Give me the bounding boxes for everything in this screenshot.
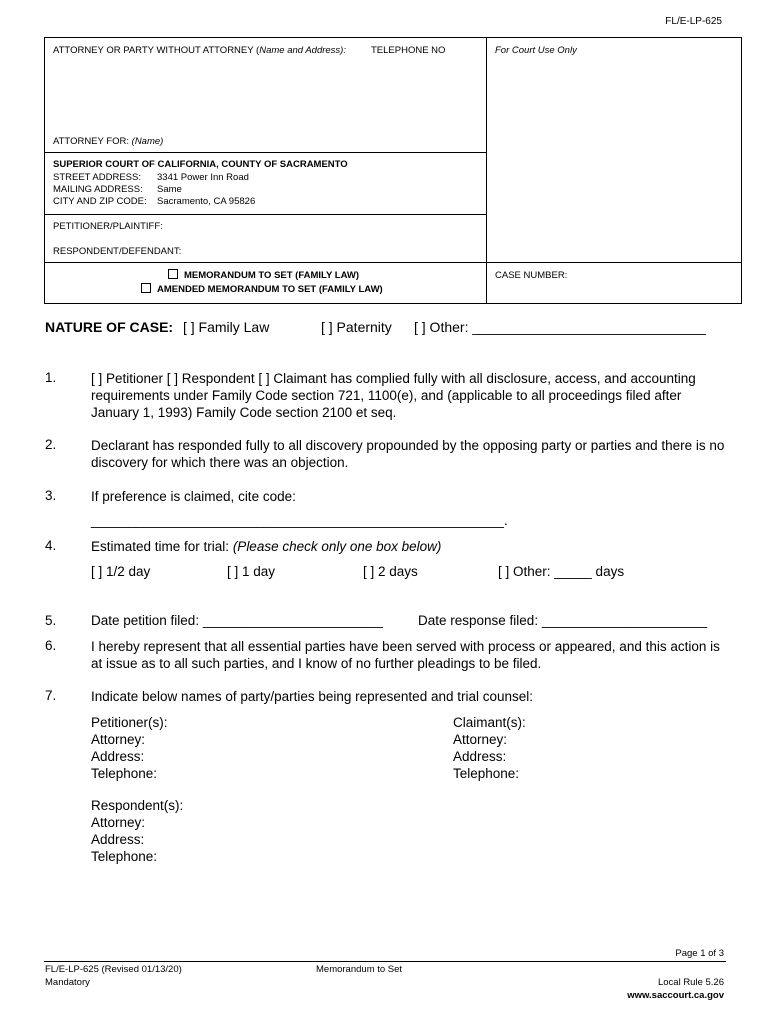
city-zip: CITY AND ZIP CODE: Sacramento, CA 95826 <box>53 196 256 207</box>
caption-divider <box>45 152 486 153</box>
trial-one-day-option[interactable]: [ ] 1 day <box>227 564 276 579</box>
attorney-label: ATTORNEY OR PARTY WITHOUT ATTORNEY (Name and Address): <box>53 45 346 56</box>
date-response-field[interactable]: Date response filed: ______________________ <box>418 613 707 628</box>
footer-rule <box>44 961 726 962</box>
mandatory-label: Mandatory <box>45 977 90 988</box>
trial-half-day-option[interactable]: [ ] 1/2 day <box>91 564 151 579</box>
amended-checkbox[interactable] <box>141 283 151 293</box>
court-name: SUPERIOR COURT OF CALIFORNIA, COUNTY OF SACRAMENTO <box>53 159 348 170</box>
form-id: FL/E-LP-625 <box>665 16 722 27</box>
petitioner-block <box>91 714 168 782</box>
telephone-label: TELEPHONE NO <box>371 45 446 56</box>
nature-label: NATURE OF CASE: <box>45 319 174 335</box>
respondent-label: Respondent(s): <box>91 798 184 813</box>
court-use-label: For Court Use Only <box>495 45 577 56</box>
petitioner-telephone-label: Telephone: <box>91 766 158 781</box>
memo-checkbox[interactable] <box>168 269 178 279</box>
petitioner-address-label: Address: <box>91 749 145 764</box>
respondent-block <box>91 797 183 865</box>
preference-code-field[interactable]: _______________________________________________________. <box>91 513 508 528</box>
caption-divider <box>45 262 741 263</box>
respondent-label: RESPONDENT/DEFENDANT: <box>53 246 182 257</box>
caption-box <box>44 37 742 304</box>
claimant-label: Claimant(s): <box>453 715 526 730</box>
petitioner-label: Petitioner(s): <box>91 715 168 730</box>
revised-label: FL/E-LP-625 (Revised 01/13/20) <box>45 964 182 975</box>
amended-option[interactable]: AMENDED MEMORANDUM TO SET (FAMILY LAW) <box>141 283 383 295</box>
other-option[interactable]: [ ] Other: ______________________________ <box>414 319 706 335</box>
claimant-attorney-label: Attorney: <box>453 732 508 747</box>
trial-other-option[interactable]: [ ] Other: _____ days <box>498 564 625 579</box>
paternity-option[interactable]: [ ] Paternity <box>321 319 392 335</box>
attorney-for-label: ATTORNEY FOR: (Name) <box>53 136 164 147</box>
caption-divider <box>45 214 486 215</box>
form-title: Memorandum to Set <box>316 964 403 975</box>
nature-of-case <box>45 319 706 335</box>
petitioner-label: PETITIONER/PLAINTIFF: <box>53 221 163 232</box>
trial-two-days-option[interactable]: [ ] 2 days <box>363 564 418 579</box>
family-law-option[interactable]: [ ] Family Law <box>182 319 270 335</box>
case-number-label: CASE NUMBER: <box>495 270 568 281</box>
page-number: Page 1 of 3 <box>675 948 724 959</box>
respondent-telephone-label: Telephone: <box>91 849 158 864</box>
petitioner-attorney-label: Attorney: <box>91 732 146 747</box>
mailing-address: MAILING ADDRESS: Same <box>53 184 182 195</box>
claimant-address-label: Address: <box>453 749 507 764</box>
respondent-address-label: Address: <box>91 832 145 847</box>
respondent-attorney-label: Attorney: <box>91 815 146 830</box>
local-rule: Local Rule 5.26 <box>657 977 724 988</box>
item4-note: (Please check only one box below) <box>232 539 442 554</box>
memo-option[interactable]: MEMORANDUM TO SET (FAMILY LAW) <box>168 269 359 281</box>
caption-divider-vertical <box>486 38 487 303</box>
claimant-telephone-label: Telephone: <box>453 766 520 781</box>
website-link[interactable]: www.saccourt.ca.gov <box>627 990 724 1001</box>
street-address: STREET ADDRESS: 3341 Power Inn Road <box>53 172 249 183</box>
claimant-block <box>453 714 526 782</box>
date-petition-field[interactable]: Date petition filed: ________________________ <box>91 613 384 628</box>
